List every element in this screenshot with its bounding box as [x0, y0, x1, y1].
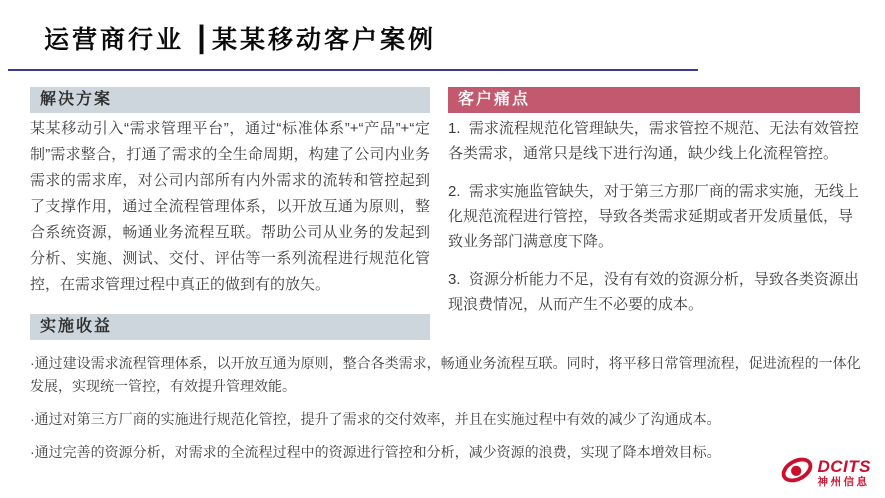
benefits-list: [30, 352, 872, 474]
benefits-section-header: [30, 314, 430, 340]
logo-brand-name: DCITS: [817, 456, 871, 476]
benefit-item: ·通过完善的资源分析，对需求的全流程过程中的资源进行管控和分析，减少资源的浪费，实现了降本增效目标。: [30, 444, 721, 460]
logo-text: [818, 458, 872, 488]
pain-points-section-header: [448, 87, 860, 113]
benefit-item: ·通过建设需求流程管理体系，以开放互通为原则，整合各类需求，畅通业务流程互联。同时，将平移日常管理流程，促进流程的一体化发展，实现统一管控，有效提升管理效能。: [30, 355, 861, 394]
dcits-swoosh-icon: [780, 453, 814, 492]
logo-company-name: 神州信息: [817, 475, 870, 488]
pain-point-item: 3. 资源分析能力不足，没有有效的资源分析，导致各类资源出现浪费情况，从而产生不必要的成本。: [448, 271, 859, 313]
dcits-logo: [780, 453, 872, 492]
pain-points-list: [448, 116, 860, 330]
title-underline: [8, 69, 698, 71]
benefit-item: ·通过对第三方厂商的实施进行规范化管控，提升了需求的交付效率，并且在实施过程中有效的减少了沟通成本。: [30, 411, 721, 427]
solution-body-text: 某某移动引入“需求管理平台”，通过“标准体系”+“产品”+“定制”需求整合，打通了需求的全生命周期，构建了公司内业务需求的需求库，对公司内部所有内外需求的流转和管控起到了支撑作用，通过全流程管理体系，以开放互通为原则，整合系统资源，畅通业务流程互联。帮助公司从业务的发起到分析、实施、测试、交付、评估等一系列流程进行规范化管控，在需求管理过程中真正的做到有的放矢。: [30, 120, 430, 293]
benefits-header-label: 实施收益: [40, 318, 113, 335]
pain-point-item: 2. 需求实施监管缺失，对于第三方那厂商的需求实施，无线上化规范流程进行管控，导致各类需求延期或者开发质量低，导致业务部门满意度下降。: [448, 183, 859, 250]
page-title: 运营商行业 ┃某某移动客户案例: [44, 26, 436, 54]
pain-point-item: 1. 需求流程规范化管理缺失，需求管控不规范、无法有效管控各类需求，通常只是线下进行沟通，缺少线上化流程管控。: [448, 120, 859, 162]
pain-points-header-label: 客户痛点: [458, 91, 531, 108]
solution-section-header: [30, 87, 430, 113]
solution-header-label: 解决方案: [40, 91, 113, 108]
